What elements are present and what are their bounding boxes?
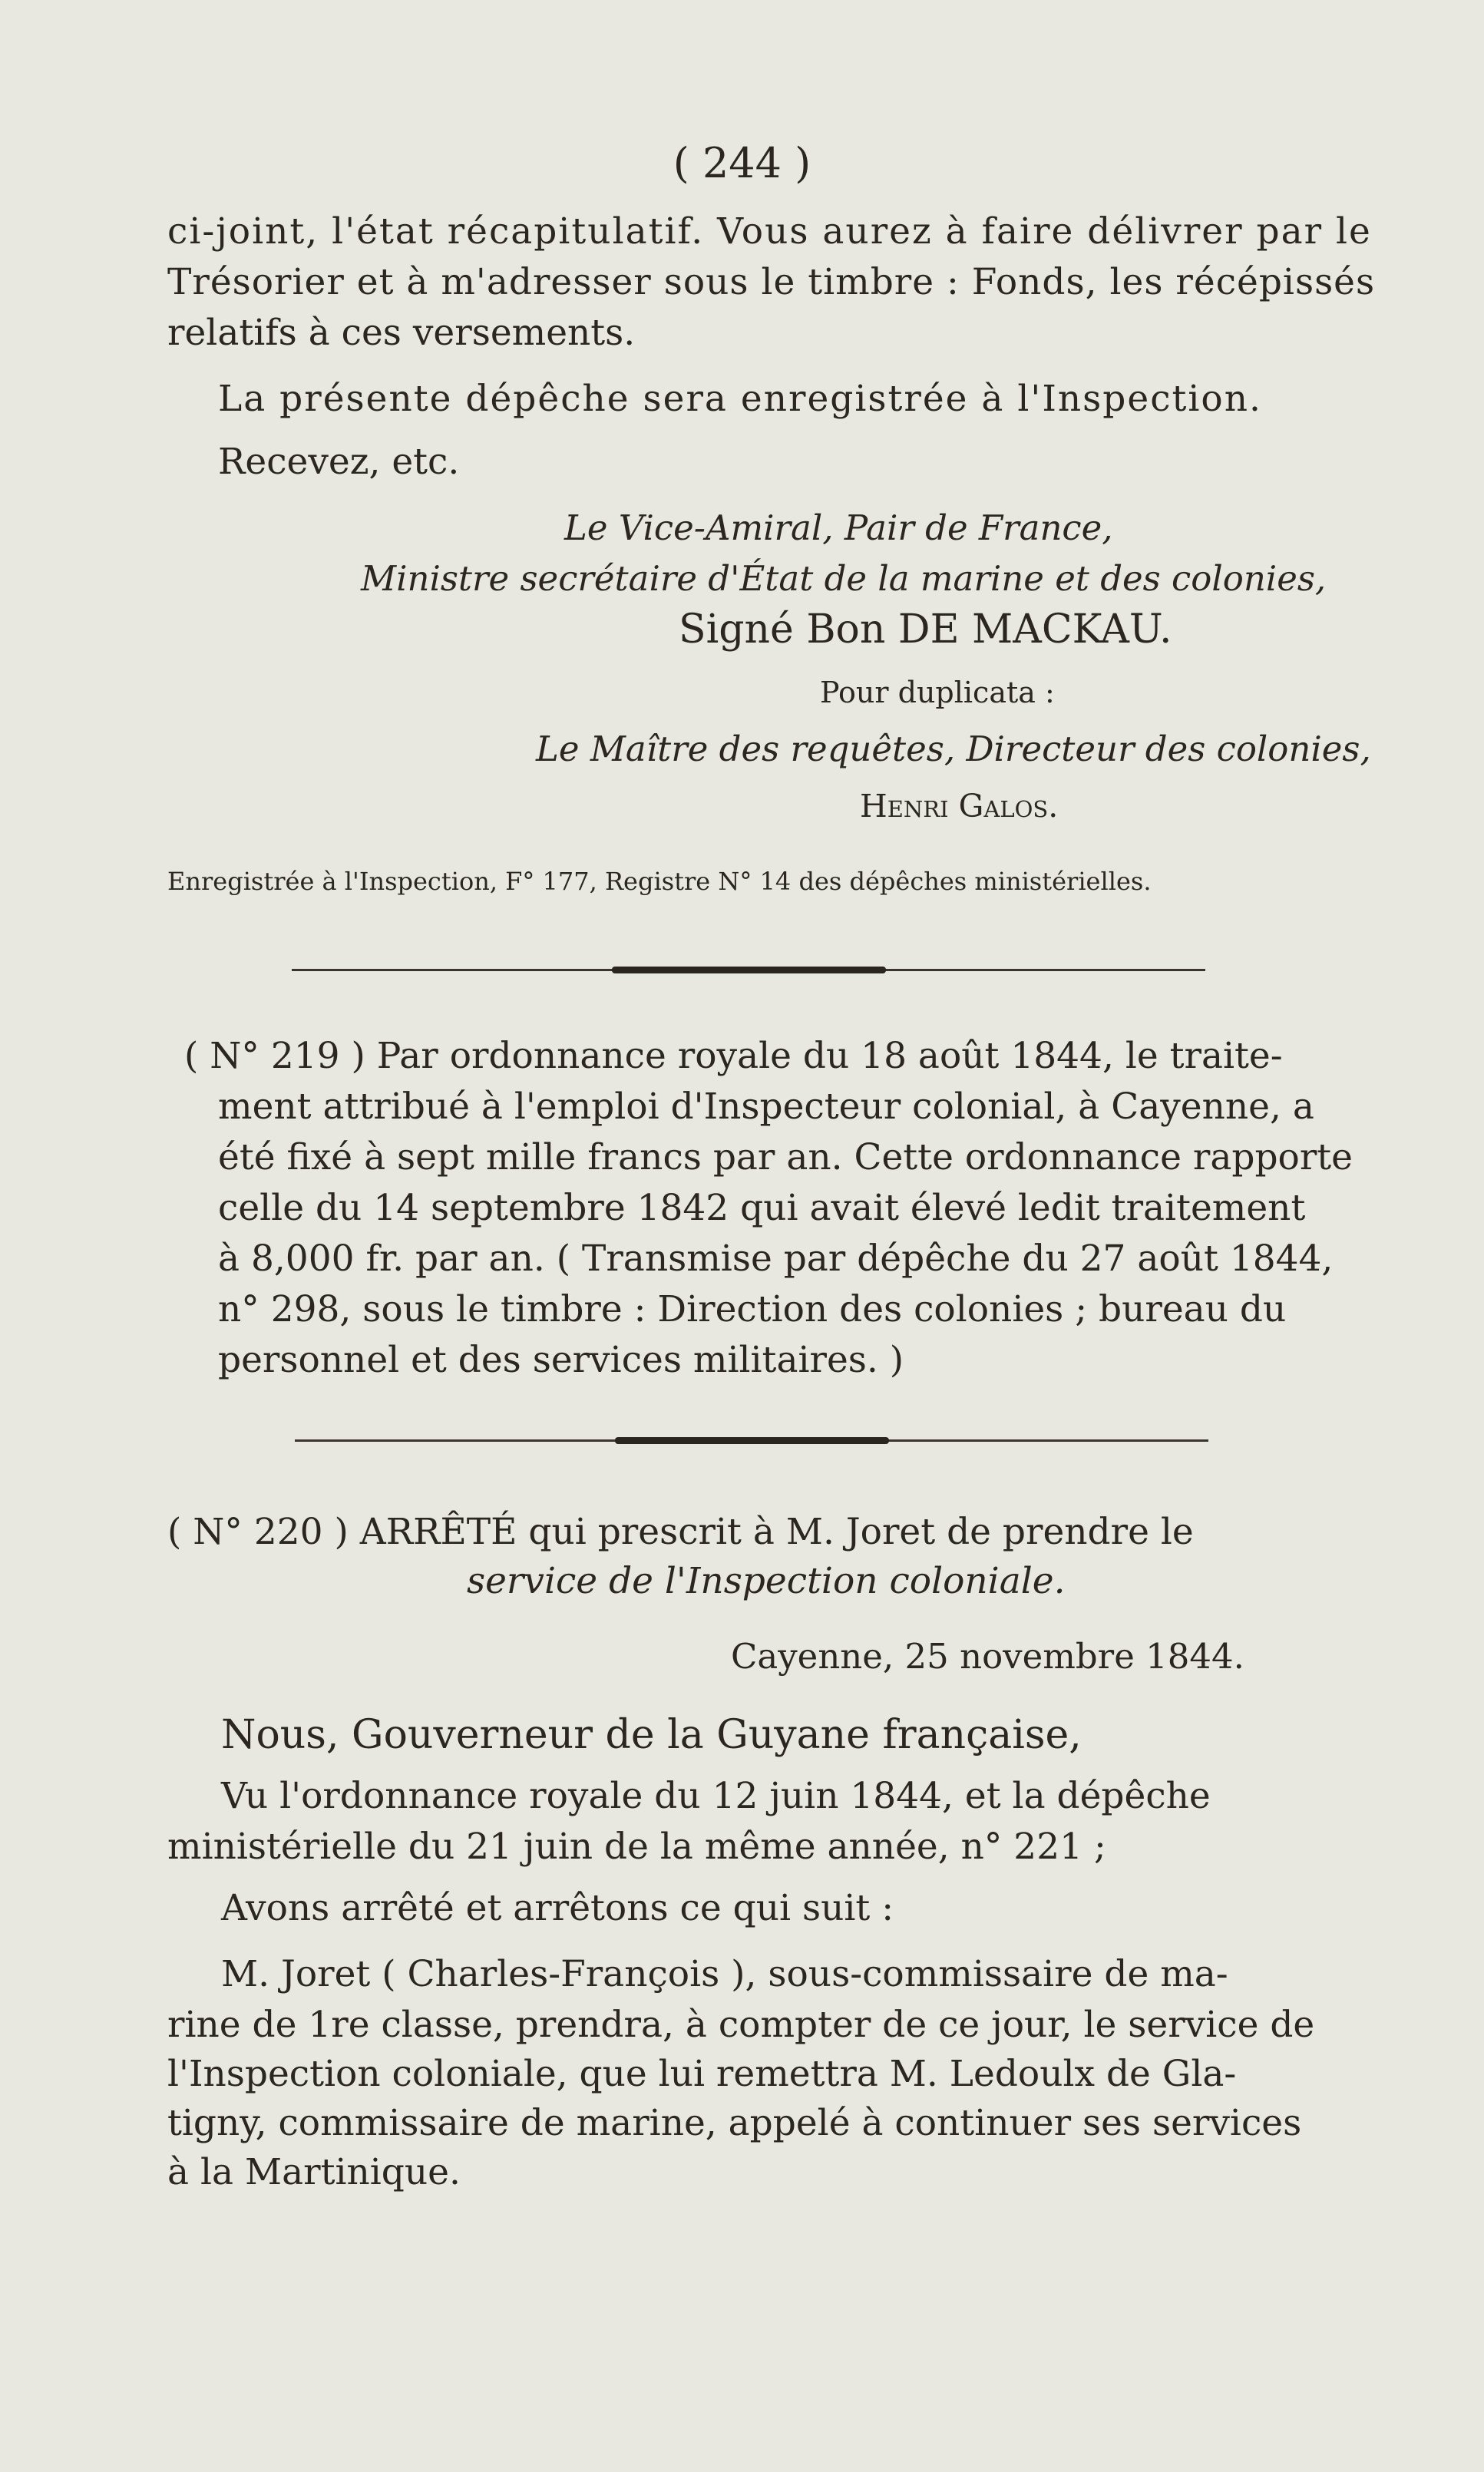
signature-title: Ministre secrétaire d'État de la marine et des colonies, xyxy=(361,558,1327,599)
text-line: Nous, Gouverneur de la Guyane française, xyxy=(221,1712,1082,1758)
duplicata-label: Pour duplicata : xyxy=(820,676,1055,709)
signature-title: Le Vice-Amiral, Pair de France, xyxy=(564,507,1113,548)
registration-note: Enregistrée à l'Inspection, F° 177, Registre N° 14 des dépêches ministérielles. xyxy=(167,867,1152,896)
text-line: rine de 1re classe, prendra, à compter de ce jour, le service de xyxy=(167,2004,1315,2046)
text-line: Vu l'ordonnance royale du 12 juin 1844, et la dépêche xyxy=(221,1775,1211,1817)
separator-rule xyxy=(295,1439,1208,1442)
text-line: ( N° 219 ) Par ordonnance royale du 18 août 1844, le traite- xyxy=(184,1035,1283,1077)
place-date: Cayenne, 25 novembre 1844. xyxy=(731,1636,1244,1677)
text-line: à la Martinique. xyxy=(167,2151,461,2193)
text-line: ment attribué à l'emploi d'Inspecteur colonial, à Cayenne, a xyxy=(218,1086,1314,1128)
arrete-heading: service de l'Inspection coloniale. xyxy=(467,1560,1066,1602)
text-line: l'Inspection coloniale, que lui remettra M. Ledoulx de Gla- xyxy=(167,2053,1237,2095)
arrete-heading: ( N° 220 ) ARRÊTÉ qui prescrit à M. Joret de prendre le xyxy=(167,1511,1194,1553)
page-number: ( 244 ) xyxy=(673,139,811,187)
text-line: relatifs à ces versements. xyxy=(167,312,636,354)
text-line: tigny, commissaire de marine, appelé à continuer ses services xyxy=(167,2102,1302,2144)
signature-title: Le Maître des requêtes, Directeur des colonies, xyxy=(536,729,1371,769)
text-line: n° 298, sous le timbre : Direction des colonies ; bureau du xyxy=(218,1288,1287,1330)
signature-name: Signé Bon DE MACKAU. xyxy=(679,606,1172,653)
text-line: ci-joint, l'état récapitulatif. Vous aurez à faire délivrer par le xyxy=(167,210,1372,253)
text-line: celle du 14 septembre 1842 qui avait élevé ledit traitement xyxy=(218,1187,1306,1229)
text-line: Trésorier et à m'adresser sous le timbre : Fonds, les récépissés xyxy=(167,261,1376,303)
text-line: été fixé à sept mille francs par an. Cette ordonnance rapporte xyxy=(218,1136,1353,1178)
text-line: La présente dépêche sera enregistrée à l'Inspection. xyxy=(218,378,1262,420)
separator-rule xyxy=(292,969,1205,971)
text-line: Avons arrêté et arrêtons ce qui suit : xyxy=(221,1887,894,1929)
text-line: ministérielle du 21 juin de la même année, n° 221 ; xyxy=(167,1826,1106,1868)
text-line: Recevez, etc. xyxy=(218,441,460,483)
text-line: M. Joret ( Charles-François ), sous-commissaire de ma- xyxy=(221,1953,1228,1995)
text-line: personnel et des services militaires. ) xyxy=(218,1339,904,1381)
signature-name: Henri Galos. xyxy=(860,788,1059,825)
text-line: à 8,000 fr. par an. ( Transmise par dépêche du 27 août 1844, xyxy=(218,1238,1334,1280)
